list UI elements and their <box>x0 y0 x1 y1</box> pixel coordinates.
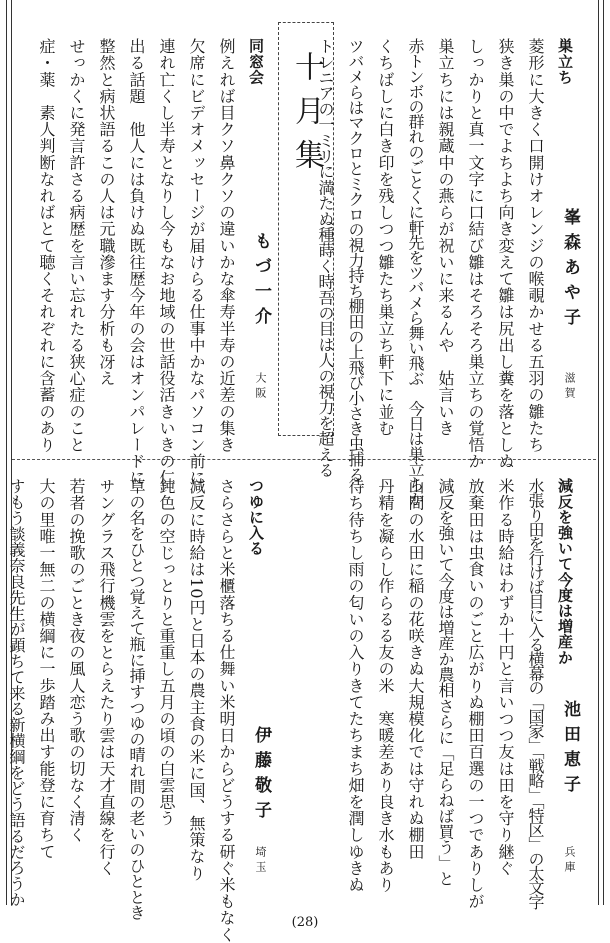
verse-line: くちばしに白き印を残しつつ雛たち巣立ち軒下に並む <box>376 38 395 437</box>
poet-prefecture: 兵庫 <box>563 846 576 876</box>
poem-title-tsuyu: つゆに入る <box>247 478 265 556</box>
verse-line: 米作る時給はわずか十円と言いつつ友は田を守り継ぐ <box>496 478 515 877</box>
section-title: 十月集 <box>289 51 324 183</box>
poem-title-dousoukai: 同窓会 <box>247 38 265 85</box>
verse-line: 大の里唯一無二の横綱に一歩踏み出す能登に育ちて <box>37 478 56 860</box>
poet-prefecture: 埼玉 <box>254 846 267 876</box>
poet-name: 峯森あや子 <box>560 208 580 333</box>
verse-line: 狭き巣の中でよちよち向き変えて雛は尻出し糞を落としぬ <box>496 38 515 470</box>
verse-line: サングラス飛行機雲をとらえたり雲は天才直線を行く <box>97 478 116 877</box>
verse-line: 待ち待ちし雨の匂いの入りきてたちまち畑を潤しゆきぬ <box>346 478 365 893</box>
verse-line: 症・薬 素人判断なればとて聴くそれぞれに含蓄のあり <box>37 38 56 453</box>
verse-line: 赤トンボの群れのごとくに軒先をツバメら舞い飛ぶ 今日は巣立ちか <box>406 38 425 507</box>
verse-line: 丹精を凝らし作らるる友の米 寒暖差あり良き水もあり <box>376 478 395 893</box>
verse-line: せっかくに発言許さる病歴を言い忘れたる狭心症のこと <box>67 38 86 453</box>
page-number: (28) <box>291 915 319 930</box>
verse-line: 減反に時給は10円と日本の農主食の米に国、無策なり <box>187 478 206 882</box>
poet-name: 伊藤敬子 <box>251 726 271 826</box>
right-page-rule <box>598 0 604 905</box>
verse-line: 山間の水田に稲の花咲きぬ大規模化では守れぬ棚田 <box>406 478 425 860</box>
verse-line: 減反を強いて今度は増産か農相さらに「足らねば買う」と <box>436 478 455 887</box>
verse-line: ツバメらはマクロとミクロの視力持ち棚田の上飛び小さき虫捕る <box>346 38 365 482</box>
verse-line: 水張り田を行けば目に入る横幕の「国家」「戦略」「特区」の太文字 <box>526 478 545 909</box>
poet-prefecture: 滋賀 <box>563 372 576 402</box>
poet-name: もづ一介 <box>251 232 271 332</box>
verse-line: 欠席にビデオメッセージが届けらる仕事中かなパソコン前に <box>187 38 206 487</box>
poet-prefecture: 大阪 <box>254 372 267 402</box>
poet-name: 池田恵子 <box>560 700 580 800</box>
poem-title-gentan: 減反を強いて今度は増産か <box>556 478 574 666</box>
verse-line: 連れ亡くし半寿となりし今もなお地域の世話役活きいきの仁 <box>157 38 176 487</box>
verse-line: 放棄田は虫食いのごと広がりぬ棚田百選の一つでありしが <box>466 478 485 910</box>
verse-line: 鈍色の空じっとりと重重し五月の頃の白雲思う <box>157 478 176 827</box>
poem-title-sudachi: 巣立ち <box>556 38 574 85</box>
verse-line: 整然と病状語るこの人は元職滲ます分析も冴え <box>97 38 116 387</box>
verse-line: トレニアの一ミリに満たぬ種蒔く時吾の目は人の視力を超える <box>316 38 335 478</box>
verse-line: 菱形に大きく口開けオレンジの喉覗かせる五羽の雛たち <box>526 38 545 453</box>
verse-line: 巣立ちには親蔵中の燕らが祝いに来るんや 姑言いき <box>436 38 455 437</box>
verse-line: すもう談義奈良先生が顕ちて来る新横綱をどう語るだろうか <box>7 478 26 908</box>
verse-line: さらさらと米櫃落ちる仕舞い米明日からどうする研ぐ米もなく <box>217 478 236 943</box>
verse-line: 草の名をひとつ覚えて瓶に挿すつゆの晴れ間の老いのひととき <box>127 478 146 921</box>
verse-line: 出る話題 他人には負けぬ既往歴今年の会はオンパレードに <box>127 38 146 487</box>
verse-line: 例えれば目クソ鼻クソの違いかな傘寿半寿の近差の集き <box>217 38 236 453</box>
verse-line: 若者の挽歌のごとき夜の風人恋う歌の切なく清く <box>67 478 86 844</box>
verse-line: しっかりと真一文字に口結び雛はそろそろ巣立ちの覚悟か <box>466 38 485 470</box>
